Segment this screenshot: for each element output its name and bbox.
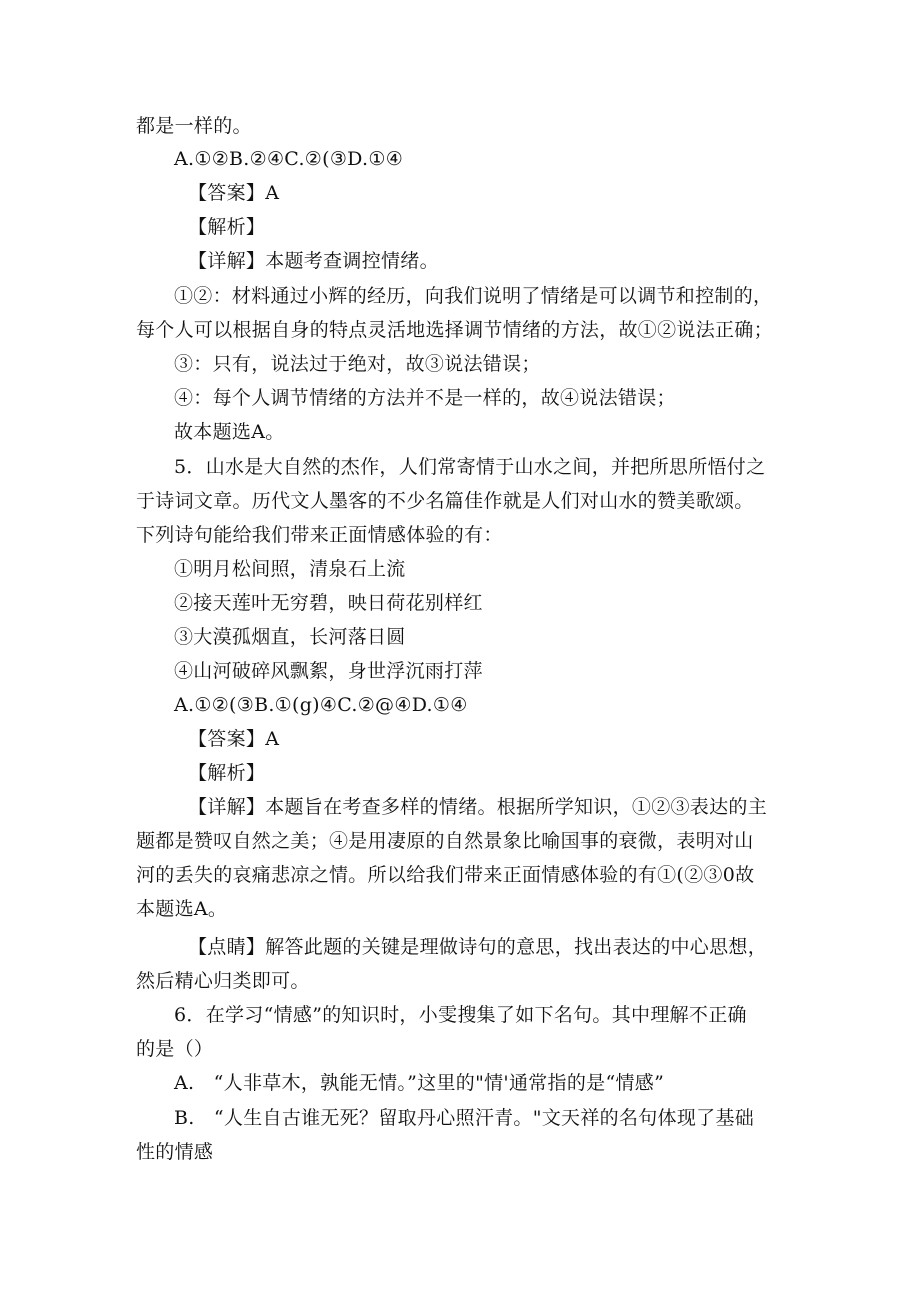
text-line: 的是（）: [136, 1038, 214, 1060]
analysis-label: 【解析】: [188, 216, 266, 238]
question-6: 6．在学习“情感”的知识时，小雯搜集了如下名句。其中理解不正确: [174, 1004, 747, 1026]
text-line: 每个人可以根据自身的特点灵活地选择调节情绪的方法，故①②说法正确；: [136, 319, 773, 341]
poem-line: ①明月松间照，清泉石上流: [174, 558, 406, 580]
tip-text: 【点睛】解答此题的关键是理做诗句的意思，找出表达的中心思想，: [188, 936, 768, 958]
text-line: ③：只有，说法过于绝对，故③说法错误；: [174, 353, 541, 375]
analysis-label: 【解析】: [188, 762, 266, 784]
poem-line: ②接天莲叶无穷碧，映日荷花别样红: [174, 592, 483, 614]
text-line: 下列诗句能给我们带来正面情感体验的有：: [136, 524, 503, 546]
text-line: ①②：材料通过小辉的经历，向我们说明了情绪是可以调节和控制的，: [174, 285, 773, 307]
detail-text: 【详解】本题考查调控情绪。: [188, 250, 439, 272]
text-line: 本题选A。: [136, 898, 228, 920]
option-a: A. “人非草木，孰能无情。”这里的"情'通常指的是“情感”: [174, 1072, 665, 1094]
text-line: 都是一样的。: [136, 115, 252, 137]
answer-label: 【答案】A: [188, 182, 280, 204]
answer-options: A.①②B.②④C.②(③D.①④: [174, 148, 404, 170]
option-b: B. “人生自古谁无死？留取丹心照汗青。"文天祥的名句体现了基础: [174, 1107, 755, 1129]
text-line: 性的情感: [136, 1141, 214, 1163]
question-5: 5．山水是大自然的杰作，人们常寄情于山水之间，并把所思所悟付之: [174, 456, 766, 478]
text-line: 故本题选A。: [174, 421, 285, 443]
poem-line: ④山河破碎风飘絮，身世浮沉雨打萍: [174, 660, 483, 682]
answer-label: 【答案】A: [188, 728, 280, 750]
text-line: ④：每个人调节情绪的方法并不是一样的，故④说法错误；: [174, 387, 676, 409]
detail-text: 【详解】本题旨在考查多样的情绪。根据所学知识，①②③表达的主: [188, 796, 768, 818]
text-line: 河的丢失的哀痛悲凉之情。所以给我们带来正面情感体验的有①(②③0故: [136, 864, 755, 886]
text-line: 题都是赞叹自然之美；④是用凄原的自然景象比喻国事的衰微，表明对山: [136, 830, 754, 852]
text-line: 于诗词文章。历代文人墨客的不少名篇佳作就是人们对山水的赞美歌颂。: [136, 490, 754, 512]
answer-options: A.①②(③B.①(g)④C.②@④D.①④: [174, 694, 468, 716]
poem-line: ③大漠孤烟直，长河落日圆: [174, 626, 406, 648]
text-line: 然后精心归类即可。: [136, 970, 310, 992]
